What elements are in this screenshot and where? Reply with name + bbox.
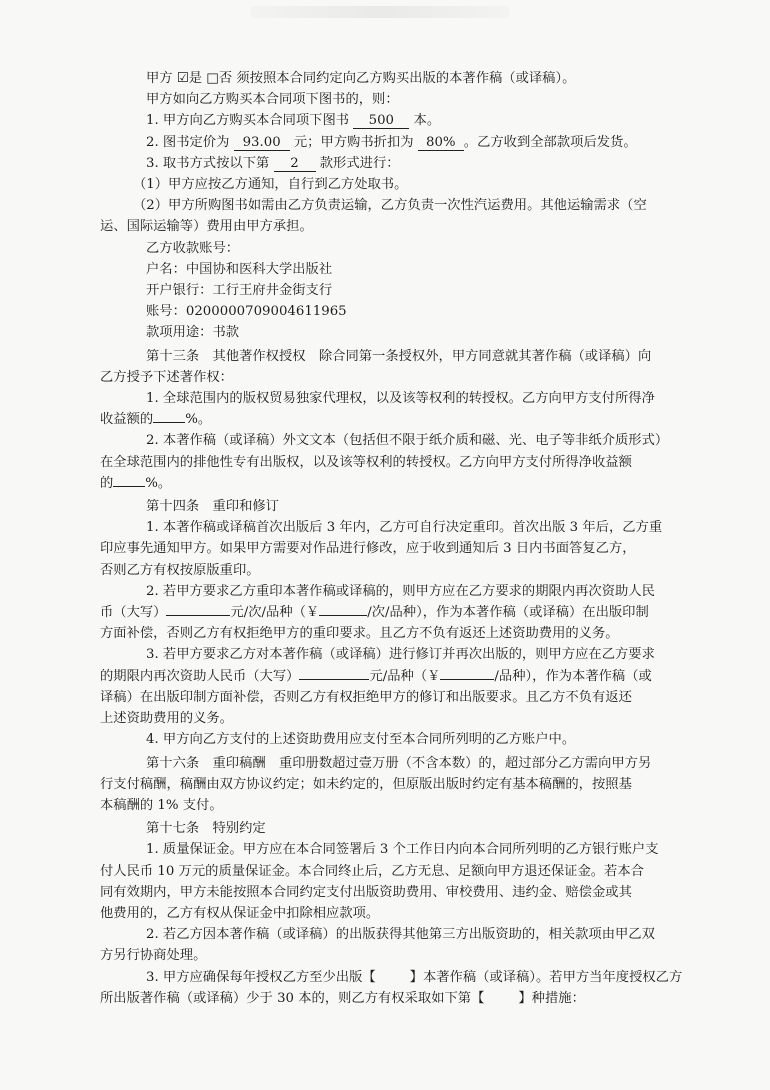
article-13-heading: 第十三条 其他著作权授权 除合同第一条授权外，甲方同意就其著作稿（或译稿）向	[146, 348, 652, 364]
pickup-option-2-cont: 运、国际运输等）费用由甲方承担。	[100, 219, 313, 235]
article-16-cont: 行支付稿酬，稿酬由双方协议约定；如未约定的，但原版出版时约定有基本稿酬的，按照基	[100, 776, 632, 792]
article-17-item-1: 1. 质量保证金。甲方应在本合同签署后 3 个工作日内向本合同所列明的乙方银行账户支	[146, 842, 659, 858]
article-17-item-2-end: 方另行协商处理。	[100, 948, 207, 964]
article-17-item-1-end: 他费用的，乙方有权从保证金中扣除相应款项。	[100, 905, 380, 921]
scan-mark	[250, 6, 510, 18]
account-heading: 乙方收款账号：	[146, 240, 240, 256]
article-14-item-2-end: 方面补偿，否则乙方有权拒绝甲方的重印要求。且乙方不负有返还上述资助费用的义务。	[100, 626, 619, 642]
article-14-item-3: 3. 若甲方要求乙方对本著作稿（或译稿）进行修订并再次出版的，则甲方应在乙方要求	[146, 647, 655, 663]
article-16-end: 本稿酬的 1% 支付。	[100, 797, 223, 813]
article-14-item-3-cont: 的期限内再次资助人民币（大写） 元/品种（￥ /品种），作为本著作稿（或	[100, 668, 652, 684]
article-16-heading: 第十六条 重印稿酬 重印册数超过壹万册（不含本数）的，超过部分乙方需向甲方另	[146, 755, 652, 771]
article-14-item-1: 1. 本著作稿或译稿首次出版后 3 年内，乙方可自行决定重印。首次出版 3 年后，乙方重	[146, 520, 663, 536]
blank-percent-1	[153, 422, 185, 423]
blank-percent-2	[113, 486, 145, 487]
purchase-intro: 甲方如向乙方购买本合同项下图书的，则：	[146, 92, 399, 108]
purchase-obligation: 甲方 ☑是 □否 须按照本合同约定向乙方购买出版的本著作稿（或译稿）。	[146, 71, 576, 86]
article-14-item-4: 4. 甲方向乙方支付的上述资助费用应支付至本合同所列明的乙方账户中。	[146, 732, 576, 748]
article-13-item-2-end: 的 %。	[100, 475, 172, 491]
purchase-price: 2. 图书定价为 93.00 元；甲方购书折扣为 80% 。乙方收到全部款项后发货。	[146, 134, 637, 150]
purchase-quantity: 1. 甲方向乙方购买本合同项下图书 500 本。	[146, 113, 441, 129]
pickup-method: 3. 取书方式按以下第 2 款形式进行：	[146, 155, 400, 171]
article-17-item-3-end: 所出版著作稿（或译稿）少于 30 本的，则乙方有权采取如下第【 】种措施：	[100, 990, 585, 1006]
account-number: 账号：0200000709004611965	[146, 304, 347, 320]
article-14-item-3-end: 上述资助费用的义务。	[100, 711, 233, 727]
article-17-item-1-cont: 付人民币 10 万元的质量保证金。本合同终止后，乙方无息、足额向甲方退还保证金。若本合	[100, 863, 644, 879]
account-name: 户名：中国协和医科大学出版社	[146, 261, 333, 277]
account-bank: 开户银行：工行王府井金街支行	[146, 283, 333, 299]
article-13-item-1: 1. 全球范围内的版权贸易独家代理权，以及该等权利的转授权。乙方向甲方支付所得净	[146, 391, 655, 407]
pickup-option-value: 2	[274, 156, 316, 172]
article-13-item-2-cont: 在全球范围内的排他性专有出版权，以及该等权利的转授权。乙方向甲方支付所得净收益额	[100, 454, 632, 470]
pickup-option-2: （2）甲方所购图书如需由乙方负责运输，乙方负责一次性汽运费用。其他运输需求（空	[133, 198, 647, 214]
account-purpose: 款项用途：书款	[146, 325, 240, 341]
article-17-item-2: 2. 若乙方因本著作稿（或译稿）的出版获得其他第三方出版资助的，相关款项由甲乙双	[146, 927, 655, 943]
article-14-item-1-end: 否则乙方有权按原版重印。	[100, 562, 260, 578]
article-17-item-3: 3. 甲方应确保每年授权乙方至少出版【 】本著作稿（或译稿）。若甲方当年度授权乙方	[146, 969, 683, 985]
article-14-item-1-cont: 印应事先通知甲方。如果甲方需要对作品进行修改，应于收到通知后 3 日内书面答复乙方，	[100, 541, 636, 557]
article-14-item-2-cont: 币（大写） 元/次/品种（￥ /次/品种），作为本著作稿（或译稿）在出版印制	[100, 605, 649, 621]
article-17-item-1-cont2: 同有效期内，甲方未能按照本合同约定支付出版资助费用、审校费用、违约金、赔偿金或其	[100, 884, 632, 900]
pickup-option-1: （1）甲方应按乙方通知，自行到乙方处取书。	[133, 177, 408, 193]
blank-amount-4	[440, 679, 494, 680]
article-14-item-3-cont2: 译稿）在出版印制方面补偿，否则乙方有权拒绝甲方的修订和出版要求。且乙方不负有返还	[100, 689, 632, 705]
blank-amount-3	[299, 679, 369, 680]
article-17-heading: 第十七条 特别约定	[146, 821, 266, 837]
contract-body	[100, 68, 685, 1009]
article-14-item-2: 2. 若甲方要求乙方重印本著作稿或译稿的，则甲方应在乙方要求的期限内再次资助人民	[146, 583, 655, 599]
quantity-value: 500	[353, 113, 409, 129]
article-13-item-1-cont: 收益额的 %。	[100, 412, 212, 428]
discount-value: 80%	[418, 135, 464, 151]
price-value: 93.00	[234, 135, 290, 151]
article-13-item-2: 2. 本著作稿（或译稿）外文文本（包括但不限于纸介质和磁、光、电子等非纸介质形式）	[146, 433, 669, 449]
article-13-cont: 乙方授予下述著作权：	[100, 369, 233, 385]
article-14-heading: 第十四条 重印和修订	[146, 499, 279, 515]
blank-amount-1	[166, 615, 230, 616]
blank-amount-2	[319, 615, 367, 616]
